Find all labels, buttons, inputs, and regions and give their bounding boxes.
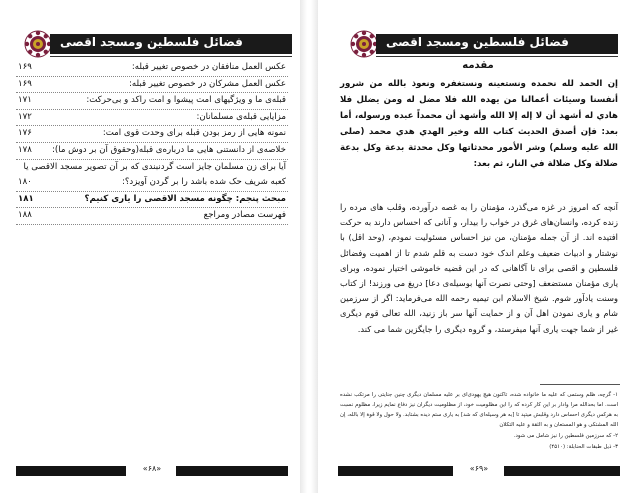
footnote-separator xyxy=(540,384,620,385)
toc-row[interactable] xyxy=(16,143,288,160)
footnote: ۳- ذیل طبقات الحنابلة: (۴۵۱۰) xyxy=(549,444,618,450)
toc-page-number: ۱۶۹ xyxy=(18,62,32,72)
toc-entry-text: آیا برای زن مسلمان جایز است گردنبندی که بر آن تصویر مسجد الاقصی یا xyxy=(23,161,286,172)
footnote: ۱- گرچه، ظلم وستمی که علیه ما خانواده شده، تاکنون هیچ یهودی‌ای بر علیه مسلمان دیگری چنین جنایتی را مرتکب نشده است. اما بحدالله مرا وادار بر این کار کرده که را این مظلومیت خود، از مظلومیت دیگران نیز دفاع نمایم زیرا، مظلوم نسبت به هرکس دیگری احساس دارد وقلبش میتپد تا [به هر وسیله‌ای که شد] به یاری ستم دیده بشتابد. ولا حول ولا قوة إلا بالله، إن الله المشتکی و هو المستعان و به الثقة و علیه التکلان xyxy=(340,392,618,428)
section-heading: مقدمه xyxy=(462,60,494,71)
header-rule xyxy=(50,56,292,57)
header-title: فضائل فلسطین ومسجد اقصی xyxy=(386,35,569,49)
toc-entry-text: مبحث پنجم: چگونه مسجد الاقصی را یاری کنیم؟ xyxy=(84,193,286,204)
right-page xyxy=(318,0,636,493)
toc-row[interactable] xyxy=(16,126,288,143)
book-gutter xyxy=(300,0,318,493)
toc-row[interactable] xyxy=(16,175,288,192)
toc-row[interactable] xyxy=(16,93,288,110)
toc-entry-text: عکس العمل مشرکان در خصوص تغییر قبله: xyxy=(129,78,286,89)
rosette-ornament-icon xyxy=(350,30,378,58)
footer-bar-left xyxy=(16,466,126,476)
footnote: ۲- که سرزمین فلسطین را نیز شامل می شود. xyxy=(513,433,618,439)
toc-row[interactable] xyxy=(16,60,288,77)
rosette-ornament-icon xyxy=(24,30,52,58)
page-number: «۶۸» xyxy=(142,464,162,473)
toc-row[interactable] xyxy=(16,192,288,209)
footer-bar-right xyxy=(504,466,620,476)
toc-page-number: ۱۷۲ xyxy=(18,111,32,122)
body-paragraph: آنچه که امروز در غزه می‌گذرد، مؤمنان را به غصه درآورده، وقلب های مرده را زنده کرده، وانسان‌های غرق در خواب را بیدار، و آنانی که احساس دارند به حرکت افتیده اند. از آن جمله مؤمنان، من نیز احساس مسئولیت نمودم، (وحد اقل) با نوشتار و ادبیات ضعیف وعلم اندک خود دست به قلم شدم تا از اهمیت وفضائل فلسطین و اقصی برای نا آگاهانی که در این قضیه خاموشی اختیار نموده، وبرای یاری مؤمنان مستضعف [وحتی نصرت آنها بوسیله‌ی دعا] دریغ می ورزند! از کتاب وسنت یادآور شوم. شیخ الاسلام ابن تیمیه رحمه الله می‌فرماید: اگر از سرزمین شام و یاری نمودن اهل آن و از حمایت آنها سر باز زنید، الله تعالی قوم دیگری غیر از شما جهت یاری آنها میفرستد، و گروه دیگری را جایگزین شما می کند. xyxy=(340,202,618,334)
toc-page-number: ۱۸۰ xyxy=(18,177,32,188)
footer-bar-right xyxy=(176,466,288,476)
footnotes xyxy=(340,390,618,453)
header-rule xyxy=(376,56,618,57)
toc-page-number: ۱۸۱ xyxy=(18,193,34,204)
toc-row[interactable] xyxy=(16,77,288,94)
page-number: «۶۹» xyxy=(469,464,489,473)
table-of-contents xyxy=(16,60,288,225)
toc-entry-text: خلاصه‌ی از دانستنی هایی ما درباره‌ی قبله(وحقوق آن بر دوش ما): xyxy=(51,144,286,155)
toc-entry-text: قبله‌ی ما و ویژگیهای امت پیشوا و امت راکد و بی‌حرکت: xyxy=(86,95,286,106)
left-page-header xyxy=(12,30,292,60)
toc-entry-text: مزایایی قبله‌ی مسلمانان: xyxy=(196,111,286,122)
toc-page-number: ۱۶۹ xyxy=(18,78,32,89)
toc-page-number: ۱۷۱ xyxy=(18,95,32,106)
footer-bar-left xyxy=(338,466,453,476)
toc-row[interactable] xyxy=(16,160,288,176)
toc-entry-text: فهرست مصادر ومراجع xyxy=(203,210,286,221)
right-page-footer xyxy=(338,464,620,480)
header-title-bar xyxy=(50,34,292,54)
header-title-bar xyxy=(376,34,618,54)
toc-entry-text: نمونه هایی از رمز بودن قبله برای وحدت قوی امت: xyxy=(102,128,286,139)
right-page-header xyxy=(338,30,618,60)
toc-entry-text: عکس العمل منافقان در خصوص تغییر قبله: xyxy=(131,62,286,72)
left-page-footer xyxy=(16,464,288,480)
toc-page-number: ۱۷۶ xyxy=(18,128,32,139)
arabic-intro-paragraph: إن الحمد لله نحمده ونستعينه ونستغفره ونعوذ بالله من شرور أنفسنا وسيئات أعمالنا من يهده الله فلا مضل له ومن يضلل فلا هادي له أشهد أن لا إله إلا الله وأشهد أن محمداً عبده ورسوله، أما بعد: فإن أصدق الحديث كتاب الله وخير الهدي هدي محمد (صلى الله عليه وسلم) وشر الأمور محدثاتها وكل محدثة بدعة وكل بدعة ضلالة وكل ضلالة في النار، ثم بعد: xyxy=(340,79,618,169)
toc-page-number: ۱۸۸ xyxy=(18,210,32,221)
left-page xyxy=(0,0,300,493)
header-title: فضائل فلسطین ومسجد اقصی xyxy=(60,35,243,49)
toc-row[interactable] xyxy=(16,208,288,225)
toc-row[interactable] xyxy=(16,110,288,127)
toc-page-number: ۱۷۸ xyxy=(18,144,32,155)
toc-entry-text: کعبه شریف حک شده باشد را بر گردن آویزد؟: xyxy=(121,177,286,188)
